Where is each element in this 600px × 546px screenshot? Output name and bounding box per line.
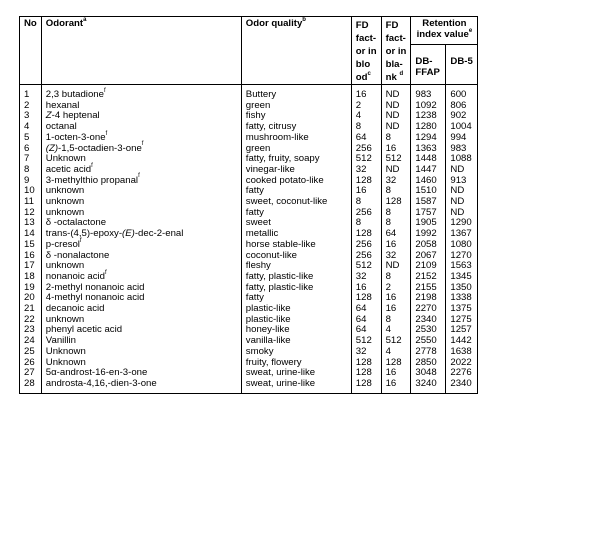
header-fd-blood-line: blo xyxy=(355,59,371,70)
header-fd-blank-line: FD xyxy=(385,20,399,31)
cell-fd-blood-text: 32 xyxy=(355,345,367,357)
header-fd-blood xyxy=(351,17,381,85)
cell-db-ffap-text: 2270 xyxy=(415,303,437,315)
cell-odor-quality-text: sweet, coconut-like xyxy=(245,196,328,208)
cell-db-5-text: 1290 xyxy=(450,217,472,229)
cell-odor-quality xyxy=(241,379,351,393)
cell-no-text: 24 xyxy=(24,335,35,347)
cell-db-5-text: ND xyxy=(450,185,465,197)
cell-fd-blank-text: 16 xyxy=(385,238,397,250)
header-retention-index xyxy=(411,17,478,45)
table-row xyxy=(20,379,478,393)
cell-fd-blank-text: 8 xyxy=(385,206,391,218)
header-fd-blank-footnote: d xyxy=(399,70,404,77)
cell-db-ffap-text: 2198 xyxy=(415,292,437,304)
header-db-ffap-line: FFAP xyxy=(415,66,440,78)
cell-odor-quality-text: smoky xyxy=(245,345,274,357)
cell-fd-blood-text: 16 xyxy=(355,89,367,100)
odorant-name: unknown xyxy=(45,206,85,218)
cell-fd-blank-text: ND xyxy=(385,110,400,122)
cell-db-ffap-text: 1280 xyxy=(415,121,437,133)
odorant-name: trans-(4,5)-epoxy- xyxy=(45,228,123,240)
cell-db-ffap-text: 1992 xyxy=(415,228,437,240)
cell-fd-blank-text: 16 xyxy=(385,377,397,389)
odorant-name: nonanoic acid xyxy=(45,270,106,282)
cell-fd-blood-text: 16 xyxy=(355,185,367,197)
cell-db-ffap-text: 1238 xyxy=(415,110,437,122)
cell-db-ffap-text: 1757 xyxy=(415,206,437,218)
cell-no-text: 10 xyxy=(24,185,35,197)
odorant-name: hexanal xyxy=(45,99,80,111)
cell-fd-blood-text: 256 xyxy=(355,249,372,261)
cell-no-text: 28 xyxy=(24,377,35,389)
cell-fd-blood xyxy=(351,85,381,101)
cell-no-text: 20 xyxy=(24,292,35,304)
cell-fd-blood-text: 64 xyxy=(355,303,367,315)
cell-db-ffap-text: 2155 xyxy=(415,281,437,293)
cell-db-ffap-text: 1447 xyxy=(415,163,437,175)
cell-fd-blood-text: 16 xyxy=(355,281,367,293)
cell-no-text: 15 xyxy=(24,238,35,250)
cell-no-text: 7 xyxy=(24,153,30,165)
header-fd-blood-line: FD xyxy=(355,20,369,31)
cell-db-ffap-text: 2067 xyxy=(415,249,437,261)
cell-fd-blank-text: 4 xyxy=(385,324,391,336)
cell-odor-quality-text: fatty, fruity, soapy xyxy=(245,153,320,165)
cell-db-5-text: ND xyxy=(450,163,465,175)
cell-fd-blood-text: 256 xyxy=(355,206,372,218)
cell-fd-blank-text: 8 xyxy=(385,131,391,143)
cell-odor-quality xyxy=(241,85,351,101)
cell-no-text: 26 xyxy=(24,356,35,368)
odorant-table-container xyxy=(19,16,478,394)
cell-db-5-text: 1345 xyxy=(450,270,472,282)
header-db-ffap xyxy=(411,45,446,85)
cell-odor-quality-text: cooked potato-like xyxy=(245,174,324,186)
cell-db-5-text: 1442 xyxy=(450,335,472,347)
cell-fd-blood-text: 128 xyxy=(355,356,372,368)
cell-odor-quality-text: honey-like xyxy=(245,324,290,336)
odorant-name: δ -nonalactone xyxy=(45,249,110,261)
cell-no-text: 21 xyxy=(24,303,35,315)
odorant-name: unknown xyxy=(45,313,85,325)
cell-db-5-text: 983 xyxy=(450,142,467,154)
cell-odor-quality-text: fatty, plastic-like xyxy=(245,270,314,282)
cell-fd-blank-text: 8 xyxy=(385,185,391,197)
odorant-footnote: f xyxy=(141,141,144,148)
header-retention-label: Retention xyxy=(422,18,467,29)
header-retention-footnote: e xyxy=(468,27,473,34)
cell-db-5-text: 1257 xyxy=(450,324,472,336)
header-odorant xyxy=(41,17,241,85)
cell-fd-blank-text: 128 xyxy=(385,196,402,208)
header-no-label: No xyxy=(24,18,37,29)
cell-fd-blank-text: 16 xyxy=(385,303,397,315)
header-fd-blank-line: bla- xyxy=(385,59,403,70)
odorant-footnote: f xyxy=(91,162,93,169)
cell-db-ffap-text: 2850 xyxy=(415,356,437,368)
cell-fd-blank-text: 16 xyxy=(385,292,397,304)
cell-db-5-text: 2276 xyxy=(450,367,472,379)
odorant-name: 2-methyl nonanoic acid xyxy=(45,281,145,293)
cell-db-ffap-text: 2058 xyxy=(415,238,437,250)
cell-db-5-text: 600 xyxy=(450,89,467,100)
cell-no-text: 25 xyxy=(24,345,35,357)
cell-fd-blank-text: 8 xyxy=(385,313,391,325)
cell-no-text: 27 xyxy=(24,367,35,379)
cell-odor-quality-text: metallic xyxy=(245,228,279,240)
cell-odorant xyxy=(41,379,241,393)
odorant-name: p-cresol xyxy=(45,238,80,250)
cell-fd-blank-text: ND xyxy=(385,121,400,133)
cell-fd-blood-text: 32 xyxy=(355,163,367,175)
cell-db-ffap xyxy=(411,85,446,101)
cell-no xyxy=(20,144,42,155)
odorant-name: 2,3 butadione xyxy=(45,89,104,100)
cell-db-5-text: 806 xyxy=(450,99,467,111)
odorant-name: 1-octen-3-one xyxy=(45,131,106,143)
cell-db-ffap-text: 1363 xyxy=(415,142,437,154)
cell-no-text: 4 xyxy=(24,121,30,133)
cell-fd-blood-text: 64 xyxy=(355,313,367,325)
header-db-5-label: DB-5 xyxy=(450,56,473,68)
cell-db-ffap-text: 2152 xyxy=(415,270,437,282)
cell-fd-blood-text: 32 xyxy=(355,270,367,282)
cell-no-text: 5 xyxy=(24,131,30,143)
cell-no-text: 1 xyxy=(24,89,30,100)
odorant-name: unknown xyxy=(45,260,85,272)
cell-fd-blank-text: ND xyxy=(385,163,400,175)
cell-db-5-text: 2022 xyxy=(450,356,472,368)
odorant-name: -1,5-octadien-3-one xyxy=(58,142,142,154)
cell-odor-quality-text: green xyxy=(245,142,271,154)
cell-fd-blood-text: 512 xyxy=(355,153,372,165)
header-odorant-footnote: a xyxy=(83,16,87,23)
cell-fd-blank-text: 2 xyxy=(385,281,391,293)
cell-db-ffap-text: 2778 xyxy=(415,345,437,357)
cell-db-5-text: 1338 xyxy=(450,292,472,304)
cell-fd-blood xyxy=(351,379,381,393)
cell-db-ffap-text: 3240 xyxy=(415,377,437,389)
cell-fd-blank-text: 512 xyxy=(385,335,402,347)
header-odor-quality xyxy=(241,17,351,85)
cell-db-5 xyxy=(446,85,478,101)
cell-db-ffap-text: 2109 xyxy=(415,260,437,272)
cell-no xyxy=(20,111,42,122)
cell-odor-quality-text: fatty xyxy=(245,206,264,218)
cell-fd-blank-text: 16 xyxy=(385,142,397,154)
odorant-stereo-infix: (E) xyxy=(122,228,135,240)
cell-fd-blank-text: 32 xyxy=(385,174,397,186)
cell-db-ffap-text: 3048 xyxy=(415,367,437,379)
odorant-name: octanal xyxy=(45,121,77,133)
cell-db-ffap-text: 2340 xyxy=(415,313,437,325)
cell-db-5 xyxy=(446,379,478,393)
cell-db-5-text: 1563 xyxy=(450,260,472,272)
cell-fd-blank-text: 64 xyxy=(385,228,397,240)
cell-db-5-text: 1367 xyxy=(450,228,472,240)
cell-odor-quality-text: fatty xyxy=(245,292,264,304)
cell-fd-blood-text: 128 xyxy=(355,367,372,379)
odorant-name: unknown xyxy=(45,185,85,197)
cell-db-ffap-text: 2530 xyxy=(415,324,437,336)
cell-db-ffap-text: 1510 xyxy=(415,185,437,197)
cell-fd-blood-text: 256 xyxy=(355,142,372,154)
header-db-5 xyxy=(446,45,478,85)
cell-fd-blank-text: ND xyxy=(385,99,400,111)
cell-db-ffap-text: 983 xyxy=(415,89,432,100)
cell-odor-quality-text: Buttery xyxy=(245,89,277,100)
cell-odor-quality-text: fatty xyxy=(245,185,264,197)
cell-no-text: 3 xyxy=(24,110,30,122)
cell-no-text: 19 xyxy=(24,281,35,293)
cell-fd-blank-text: ND xyxy=(385,89,400,100)
odorant-name: Unknown xyxy=(45,345,86,357)
cell-odor-quality-text: coconut-like xyxy=(245,249,297,261)
cell-db-5-text: 913 xyxy=(450,174,467,186)
cell-db-5-text: 1375 xyxy=(450,303,472,315)
odorant-name: Unknown xyxy=(45,153,86,165)
cell-db-5-text: 1088 xyxy=(450,153,472,165)
cell-db-ffap-text: 1294 xyxy=(415,131,437,143)
cell-fd-blood-text: 128 xyxy=(355,174,372,186)
odorant-name: 3-methylthio propanal xyxy=(45,174,139,186)
cell-fd-blank-text: 128 xyxy=(385,356,402,368)
cell-odor-quality-text: fishy xyxy=(245,110,266,122)
cell-db-5-text: 2340 xyxy=(450,377,472,389)
cell-db-5-text: 1275 xyxy=(450,313,472,325)
cell-fd-blank-text: 16 xyxy=(385,367,397,379)
cell-db-5-text: ND xyxy=(450,206,465,218)
header-fd-blood-line: fact- xyxy=(355,33,377,44)
header-odor-quality-label: Odor quality xyxy=(245,18,303,29)
cell-odor-quality-text: horse stable-like xyxy=(245,238,316,250)
cell-db-5-text: 902 xyxy=(450,110,467,122)
cell-fd-blank-text: 8 xyxy=(385,270,391,282)
cell-odor-quality-text: mushroom-like xyxy=(245,131,309,143)
cell-fd-blank xyxy=(381,85,411,101)
odorant-footnote: f xyxy=(103,87,106,94)
cell-fd-blank xyxy=(381,379,411,393)
odorant-name: Vanillin xyxy=(45,335,77,347)
cell-fd-blood-text: 8 xyxy=(355,121,362,133)
cell-db-ffap-text: 2550 xyxy=(415,335,437,347)
cell-fd-blank-text: 512 xyxy=(385,153,402,165)
cell-no-text: 18 xyxy=(24,270,35,282)
cell-db-5-text: 994 xyxy=(450,131,467,143)
odorant-stereo-prefix: Z xyxy=(45,110,52,122)
header-retention-label-2: index value xyxy=(416,28,469,40)
cell-db-ffap-text: 1448 xyxy=(415,153,437,165)
odorant-footnote: f xyxy=(105,269,107,276)
cell-no-text: 12 xyxy=(24,206,35,218)
cell-fd-blood-text: 64 xyxy=(355,131,367,143)
cell-no-text: 22 xyxy=(24,313,35,325)
cell-odor-quality-text: vanilla-like xyxy=(245,335,291,347)
cell-no xyxy=(20,133,42,144)
cell-db-ffap xyxy=(411,379,446,393)
header-fd-blank xyxy=(381,17,411,85)
cell-db-5-text: ND xyxy=(450,196,465,208)
odorant-name: Unknown xyxy=(45,356,86,368)
cell-no-text: 11 xyxy=(24,196,34,208)
table-body xyxy=(20,85,478,394)
cell-fd-blank-text: 32 xyxy=(385,249,397,261)
cell-db-ffap-text: 1460 xyxy=(415,174,437,186)
cell-fd-blood-text: 4 xyxy=(355,110,362,122)
cell-no xyxy=(20,379,42,393)
odorant-name-tail: -dec-2-enal xyxy=(134,228,184,240)
odorant-name: acetic acid xyxy=(45,163,92,175)
cell-no-text: 16 xyxy=(24,249,35,261)
odorant-footnote: f xyxy=(138,173,140,180)
odorant-name: δ -octalactone xyxy=(45,217,107,229)
cell-db-ffap-text: 1092 xyxy=(415,99,437,111)
odorant-name: decanoic acid xyxy=(45,303,105,315)
cell-odor-quality-text: vinegar-like xyxy=(245,163,295,175)
header-db-ffap-line: DB- xyxy=(415,56,433,68)
cell-no-text: 9 xyxy=(24,174,30,186)
cell-fd-blood-text: 256 xyxy=(355,238,372,250)
cell-db-5-text: 1638 xyxy=(450,345,472,357)
cell-no xyxy=(20,154,42,165)
header-fd-blood-line: od xyxy=(355,72,368,83)
cell-fd-blood-text: 128 xyxy=(355,292,372,304)
odorant-name: phenyl acetic acid xyxy=(45,324,123,336)
cell-odor-quality-text: sweat, urine-like xyxy=(245,377,316,389)
odorant-name: androsta-4,16,-dien-3-one xyxy=(45,377,157,389)
cell-fd-blood-text: 8 xyxy=(355,196,362,208)
cell-fd-blood-text: 128 xyxy=(355,377,372,389)
odorant-table xyxy=(19,16,478,394)
cell-odor-quality-text: plastic-like xyxy=(245,303,291,315)
cell-no-text: 8 xyxy=(24,163,30,175)
cell-fd-blood-text: 64 xyxy=(355,324,367,336)
cell-odor-quality-text: plastic-like xyxy=(245,313,291,325)
cell-db-5-text: 1080 xyxy=(450,238,472,250)
cell-fd-blood-text: 8 xyxy=(355,217,362,229)
cell-no xyxy=(20,85,42,101)
header-fd-blank-line: or in xyxy=(385,46,407,57)
cell-odor-quality-text: sweet xyxy=(245,217,271,229)
cell-no-text: 23 xyxy=(24,324,35,336)
table-row xyxy=(20,85,478,101)
cell-db-ffap-text: 1905 xyxy=(415,217,437,229)
header-fd-blood-line: or in xyxy=(355,46,377,57)
header-odor-quality-footnote: b xyxy=(302,16,306,23)
odorant-name: unknown xyxy=(45,196,85,208)
cell-fd-blank-text: ND xyxy=(385,260,400,272)
cell-fd-blank-text: 4 xyxy=(385,345,391,357)
cell-no-text: 14 xyxy=(24,228,35,240)
cell-fd-blood-text: 128 xyxy=(355,228,372,240)
header-fd-blood-footnote: c xyxy=(367,70,371,77)
cell-fd-blood-text: 2 xyxy=(355,99,362,111)
odorant-name: 5α-androst-16-en-3-one xyxy=(45,367,148,379)
cell-odor-quality-text: fatty, plastic-like xyxy=(245,281,314,293)
odorant-name: -4 heptenal xyxy=(51,110,100,122)
cell-odor-quality-text: fatty, citrusy xyxy=(245,121,297,133)
odorant-stereo-prefix: (Z) xyxy=(45,142,59,154)
odorant-footnote: f xyxy=(105,130,108,137)
cell-odor-quality-text: green xyxy=(245,99,271,111)
cell-no-text: 17 xyxy=(24,260,35,272)
cell-no xyxy=(20,165,42,176)
cell-no-text: 13 xyxy=(24,217,35,229)
cell-odor-quality-text: fleshy xyxy=(245,260,271,272)
odorant-name: 4-methyl nonanoic acid xyxy=(45,292,145,304)
cell-odor-quality-text: sweat, urine-like xyxy=(245,367,316,379)
cell-no xyxy=(20,122,42,133)
cell-db-5-text: 1004 xyxy=(450,121,472,133)
cell-fd-blood-text: 512 xyxy=(355,335,372,347)
cell-odorant xyxy=(41,85,241,101)
cell-no-text: 2 xyxy=(24,99,30,111)
odorant-footnote: f xyxy=(79,237,82,244)
cell-fd-blank-text: 8 xyxy=(385,217,391,229)
cell-odor-quality-text: fruity, flowery xyxy=(245,356,302,368)
header-odorant-label: Odorant xyxy=(45,18,84,29)
cell-fd-blood-text: 512 xyxy=(355,260,372,272)
header-no xyxy=(20,17,42,85)
header-fd-blank-line: fact- xyxy=(385,33,406,44)
header-fd-blank-line: nk xyxy=(385,72,397,83)
cell-db-5-text: 1350 xyxy=(450,281,472,293)
cell-db-ffap-text: 1587 xyxy=(415,196,437,208)
cell-no-text: 6 xyxy=(24,142,30,154)
cell-db-5-text: 1270 xyxy=(450,249,472,261)
cell-no xyxy=(20,101,42,112)
